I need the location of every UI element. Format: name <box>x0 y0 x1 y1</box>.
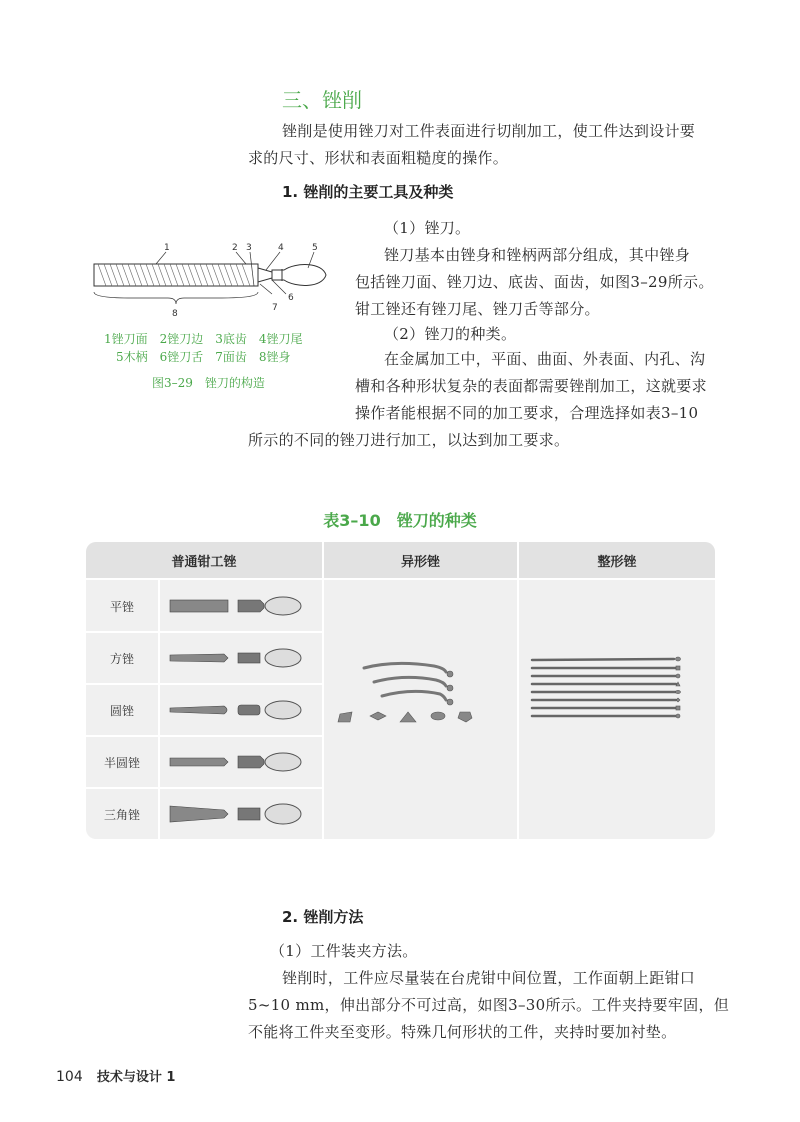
half-round-file-image <box>168 750 308 774</box>
intro-line-2: 求的尺寸、形状和表面粗糙度的操作。 <box>248 149 509 167</box>
row-label-square: 方锉 <box>109 652 134 666</box>
types-desc-line-4: 所示的不同的锉刀进行加工，以达到加工要求。 <box>248 431 570 449</box>
item-2-heading: （2）锉刀的种类。 <box>384 325 517 343</box>
needle-files-image <box>528 654 708 720</box>
file-tang <box>258 268 272 282</box>
row-label-flat: 平锉 <box>109 600 134 614</box>
row-label-half-round: 半圆锉 <box>103 756 140 770</box>
header-common-file: 普通钳工锉 <box>86 542 322 578</box>
subsection-1-title: 1. 锉削的主要工具及种类 <box>282 183 454 201</box>
file-types-table <box>86 542 715 839</box>
file-desc-line-1: 锉刀基本由锉身和锉柄两部分组成，其中锉身 <box>384 246 691 264</box>
table-title: 表3–10 锉刀的种类 <box>323 511 477 530</box>
square-file-image <box>168 646 308 670</box>
figure-caption: 图3–29 锉刀的构造 <box>152 376 265 390</box>
triangle-file-image <box>168 800 308 828</box>
round-file-image <box>168 698 308 722</box>
figure-label-1: 1 <box>164 243 170 253</box>
file-body <box>94 264 258 286</box>
figure-legend-line-1: 1锉刀面 2锉刀边 3底齿 4锉刀尾 <box>104 332 303 346</box>
figure-label-4: 4 <box>278 243 284 253</box>
wooden-handle <box>272 265 326 286</box>
figure-label-3: 3 <box>246 243 252 253</box>
figure-label-5: 5 <box>312 243 318 253</box>
intro-line-1: 锉削是使用锉刀对工件表面进行切削加工，使工件达到设计要 <box>282 122 696 140</box>
types-desc-line-3: 操作者能根据不同的加工要求，合理选择如表3–10 <box>355 404 699 422</box>
file-desc-line-3: 钳工锉还有锉刀尾、锉刀舌等部分。 <box>355 300 600 318</box>
subsection-2-title: 2. 锉削方法 <box>282 908 364 926</box>
section-title: 三、锉削 <box>282 88 362 112</box>
figure-label-2: 2 <box>232 243 238 253</box>
figure-legend-line-2: 5木柄 6锉刀舌 7面齿 8锉身 <box>116 350 291 364</box>
flat-file-image <box>168 594 308 618</box>
page-number: 104 <box>56 1069 83 1085</box>
clamp-desc-line-3: 不能将工件夹至变形。特殊几何形状的工件，夹持时要加衬垫。 <box>248 1023 677 1041</box>
file-desc-line-2: 包括锉刀面、锉刀边、底齿、面齿，如图3–29所示。 <box>355 273 714 291</box>
row-label-round: 圆锉 <box>109 704 134 718</box>
clamp-desc-line-2: 5~10 mm，伸出部分不可过高，如图3–30所示。工件夹持要牢固，但 <box>248 996 730 1014</box>
special-files-image <box>334 656 510 726</box>
item-3-heading: （1）工件装夹方法。 <box>270 942 418 960</box>
types-desc-line-1: 在金属加工中，平面、曲面、外表面、内孔、沟 <box>384 350 706 368</box>
item-1-heading: （1）锉刀。 <box>384 219 471 237</box>
book-title: 技术与设计 1 <box>96 1070 176 1085</box>
figure-label-8: 8 <box>172 309 178 319</box>
figure-label-6: 6 <box>288 293 294 303</box>
file-structure-figure <box>86 240 350 324</box>
figure-label-7: 7 <box>272 303 278 313</box>
types-desc-line-2: 槽和各种形状复杂的表面都需要锉削加工，这就要求 <box>355 377 707 395</box>
row-label-triangle: 三角锉 <box>103 808 140 822</box>
header-special-file: 异形锉 <box>324 542 517 578</box>
page-footer <box>56 1066 175 1085</box>
clamp-desc-line-1: 锉削时，工件应尽量装在台虎钳中间位置，工作面朝上距钳口 <box>282 969 696 987</box>
header-needle-file: 整形锉 <box>519 542 715 578</box>
